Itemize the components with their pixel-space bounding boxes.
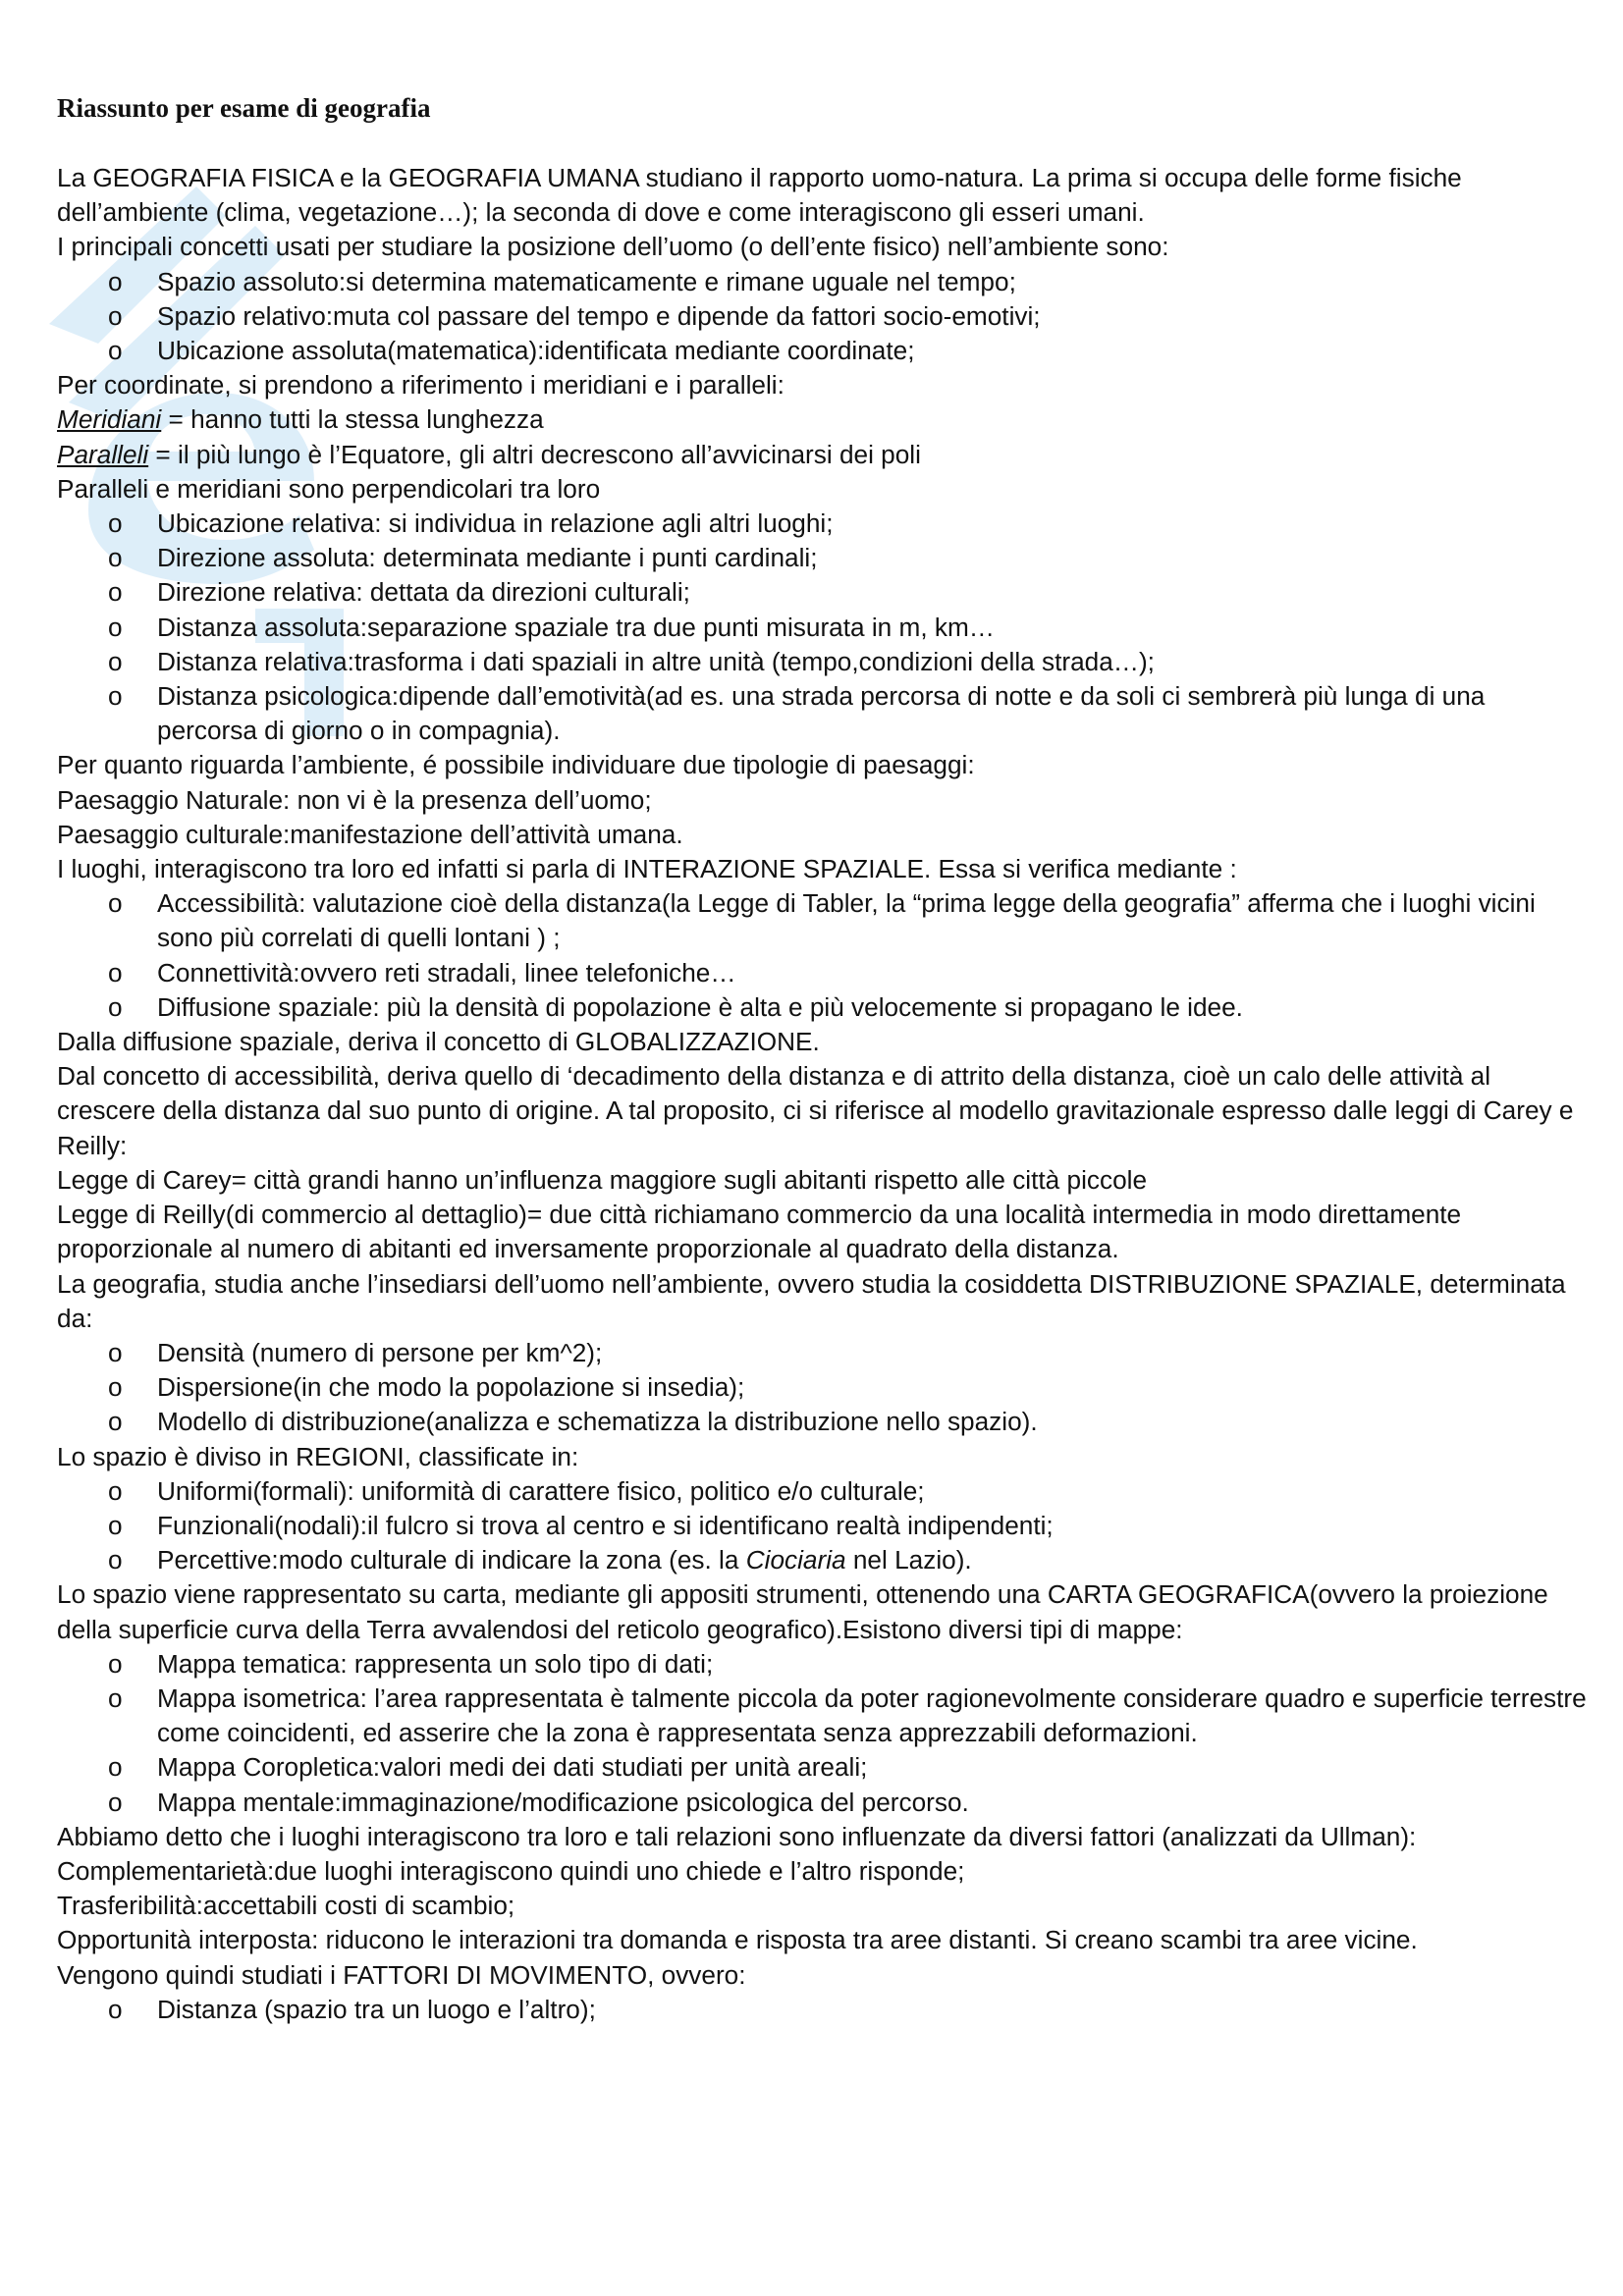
bullet-marker: o <box>108 612 123 642</box>
bullet-marker: o <box>108 991 123 1022</box>
bullet-marker: o <box>108 508 123 539</box>
list-item <box>57 1647 1589 1682</box>
list-item-text: Dispersione(in che modo la popolazione si insedia); <box>157 1372 745 1403</box>
list-item <box>57 541 1589 575</box>
list-item-text: Distanza assoluta:separazione spaziale tra due punti misurata in m, km… <box>157 612 995 642</box>
bullet-marker: o <box>108 957 123 988</box>
bullet-marker: o <box>108 1787 123 1817</box>
bullet-marker: o <box>108 681 123 712</box>
bullet-marker: o <box>108 1510 123 1540</box>
list-item-text: Mappa Coropletica:valori medi dei dati studiati per unità areali; <box>157 1752 868 1783</box>
bullet-list <box>57 507 1589 748</box>
paragraph: Legge di Carey= città grandi hanno un’influenza maggiore sugli abitanti rispetto alle città piccole <box>57 1164 1148 1195</box>
list-item <box>57 1405 1589 1439</box>
bullet-marker: o <box>108 300 123 331</box>
list-item-text: Uniformi(formali): uniformità di carattere fisico, politico e/o culturale; <box>157 1475 925 1506</box>
list-item-text: Percettive:modo culturale di indicare la zona (es. la <box>157 1545 746 1575</box>
list-item <box>57 1543 1589 1577</box>
document-page <box>57 90 1589 2027</box>
bullet-marker: o <box>108 543 123 573</box>
list-item-text: Direzione assoluta: determinata mediante i punti cardinali; <box>157 543 818 573</box>
list-item <box>57 507 1589 541</box>
list-item-text: Direzione relativa: dettata da direzioni culturali; <box>157 577 690 608</box>
list-item-text: Funzionali(nodali):il fulcro si trova al centro e si identificano realtà indipendenti; <box>157 1510 1054 1540</box>
bullet-marker: o <box>108 1545 123 1575</box>
list-item <box>57 575 1589 610</box>
paragraph: I luoghi, interagiscono tra loro ed infatti si parla di INTERAZIONE SPAZIALE. Essa si verifica mediante : <box>57 854 1237 884</box>
paragraph: Paesaggio culturale:manifestazione dell’attività umana. <box>57 819 683 849</box>
paragraph: La GEOGRAFIA FISICA e la GEOGRAFIA UMANA studiano il rapporto uomo-natura. La prima si occupa delle forme fisiche dell’ambiente (clima, vegetazione…); la seconda di dove e come interagiscono gli esseri umani. <box>57 163 1462 228</box>
list-item <box>57 645 1589 679</box>
bullet-marker: o <box>108 1475 123 1506</box>
list-item-text: Diffusione spaziale: più la densità di popolazione è alta e più velocemente si propagano le idee. <box>157 991 1243 1022</box>
bullet-marker: o <box>108 1752 123 1783</box>
list-item <box>57 1750 1589 1785</box>
list-item <box>57 956 1589 990</box>
list-item-text: nel Lazio). <box>845 1545 972 1575</box>
list-item-text: Accessibilità: valutazione cioè della distanza(la Legge di Tabler, la “prima legge della geografia” afferma che i luoghi vicini sono più correlati di quelli lontani ) ; <box>157 888 1536 953</box>
paragraph: Vengono quindi studiati i FATTORI DI MOVIMENTO, ovvero: <box>57 1959 746 1990</box>
bullet-marker: o <box>108 266 123 296</box>
list-item-text: Distanza psicologica:dipende dall’emotività(ad es. una strada percorsa di notte e da soli ci sembrerà più lunga di una percorsa di giorno o in compagnia). <box>157 681 1486 746</box>
list-item <box>57 679 1589 748</box>
list-item-text: Mappa mentale:immaginazione/modificazione psicologica del percorso. <box>157 1787 969 1817</box>
paragraph: Abbiamo detto che i luoghi interagiscono tra loro e tali relazioni sono influenzate da diversi fattori (analizzati da Ullman): <box>57 1821 1417 1851</box>
document-title: Riassunto per esame di geografia <box>57 93 431 123</box>
paragraph: I principali concetti usati per studiare la posizione dell’uomo (o dell’ente fisico) nell’ambiente sono: <box>57 232 1169 262</box>
underlined-term: Paralleli <box>57 439 149 469</box>
paragraph: Lo spazio viene rappresentato su carta, mediante gli appositi strumenti, ottenendo una CARTA GEOGRAFICA(ovvero la proiezione della superficie curva della Terra avvalendosi del reticolo geografico).Esistono diversi tipi di mappe: <box>57 1579 1548 1644</box>
document-body <box>57 161 1589 2027</box>
paragraph: Dalla diffusione spaziale, deriva il concetto di GLOBALIZZAZIONE. <box>57 1027 820 1057</box>
italic-term: Ciociaria <box>745 1545 846 1575</box>
paragraph-text: = il più lungo è l’Equatore, gli altri decrescono all’avvicinarsi dei poli <box>148 439 921 469</box>
underlined-term: Meridiani <box>57 404 162 435</box>
paragraph: Paralleli e meridiani sono perpendicolari tra loro <box>57 473 601 504</box>
paragraph: Legge di Reilly(di commercio al dettaglio)= due città richiamano commercio da una località intermedia in modo direttamente proporzionale al numero di abitanti ed inversamente proporzionale al quadrato della distanza. <box>57 1200 1462 1264</box>
list-item-text: Modello di distribuzione(analizza e schematizza la distribuzione nello spazio). <box>157 1407 1038 1437</box>
list-item <box>57 334 1589 368</box>
list-item <box>57 1993 1589 2027</box>
bullet-marker: o <box>108 1682 123 1713</box>
paragraph: Dal concetto di accessibilità, deriva quello di ‘decadimento della distanza e di attrito della distanza, cioè un calo delle attività al crescere della distanza dal suo punto di origine. A tal proposito, ci si riferisce al modello gravitazionale espresso dalle leggi di Carey e Reilly: <box>57 1061 1574 1160</box>
list-item-text: Spazio relativo:muta col passare del tempo e dipende da fattori socio-emotivi; <box>157 300 1041 331</box>
list-item <box>57 1509 1589 1543</box>
bullet-marker: o <box>108 888 123 919</box>
list-item-text: Mappa tematica: rappresenta un solo tipo di dati; <box>157 1648 714 1679</box>
bullet-marker: o <box>108 336 123 366</box>
paragraph: Trasferibilità:accettabili costi di scambio; <box>57 1891 515 1921</box>
list-item <box>57 299 1589 334</box>
bullet-list <box>57 1474 1589 1578</box>
list-item <box>57 265 1589 299</box>
bullet-marker: o <box>108 1372 123 1403</box>
list-item <box>57 1336 1589 1370</box>
bullet-marker: o <box>108 577 123 608</box>
list-item-text: Ubicazione relativa: si individua in relazione agli altri luoghi; <box>157 508 834 539</box>
list-item-text: Distanza (spazio tra un luogo e l’altro); <box>157 1994 596 2024</box>
paragraph: Lo spazio è diviso in REGIONI, classificate in: <box>57 1441 579 1471</box>
bullet-marker: o <box>108 1994 123 2024</box>
bullet-marker: o <box>108 1407 123 1437</box>
paragraph: Complementarietà:due luoghi interagiscono quindi uno chiede e l’altro risponde; <box>57 1855 965 1886</box>
bullet-list <box>57 886 1589 1025</box>
list-item <box>57 1786 1589 1820</box>
bullet-marker: o <box>108 646 123 676</box>
list-item <box>57 990 1589 1025</box>
list-item <box>57 611 1589 645</box>
list-item-text: Ubicazione assoluta(matematica):identificata mediante coordinate; <box>157 336 915 366</box>
list-item <box>57 886 1589 955</box>
bullet-list <box>57 265 1589 369</box>
list-item-text: Densità (numero di persone per km^2); <box>157 1337 603 1367</box>
bullet-list <box>57 1647 1589 1820</box>
paragraph-text: = hanno tutti la stessa lunghezza <box>161 404 544 435</box>
paragraph: Per quanto riguarda l’ambiente, é possibile individuare due tipologie di paesaggi: <box>57 750 975 780</box>
paragraph <box>57 438 1589 472</box>
list-item-text: Distanza relativa:trasforma i dati spaziali in altre unità (tempo,condizioni della strada…); <box>157 646 1155 676</box>
paragraph <box>57 402 1589 437</box>
bullet-marker: o <box>108 1337 123 1367</box>
bullet-marker: o <box>108 1648 123 1679</box>
bullet-list <box>57 1336 1589 1440</box>
paragraph: Per coordinate, si prendono a riferimento i meridiani e i paralleli: <box>57 370 784 400</box>
list-item <box>57 1370 1589 1405</box>
list-item <box>57 1474 1589 1509</box>
paragraph: La geografia, studia anche l’insediarsi dell’uomo nell’ambiente, ovvero studia la cosiddetta DISTRIBUZIONE SPAZIALE, determinata da: <box>57 1268 1566 1333</box>
list-item <box>57 1682 1589 1750</box>
bullet-list <box>57 1993 1589 2027</box>
list-item-text: Mappa isometrica: l’area rappresentata è talmente piccola da poter ragionevolmente considerare quadro e superficie terrestre come coincidenti, ed asserire che la zona è rappresentata senza apprezzabili deformazioni. <box>157 1682 1587 1748</box>
list-item-text: Connettività:ovvero reti stradali, linee telefoniche… <box>157 957 736 988</box>
paragraph: Opportunità interposta: riducono le interazioni tra domanda e risposta tra aree distanti. Si creano scambi tra aree vicine. <box>57 1925 1418 1955</box>
list-item-text: Spazio assoluto:si determina matematicamente e rimane uguale nel tempo; <box>157 266 1016 296</box>
paragraph: Paesaggio Naturale: non vi è la presenza dell’uomo; <box>57 784 652 815</box>
